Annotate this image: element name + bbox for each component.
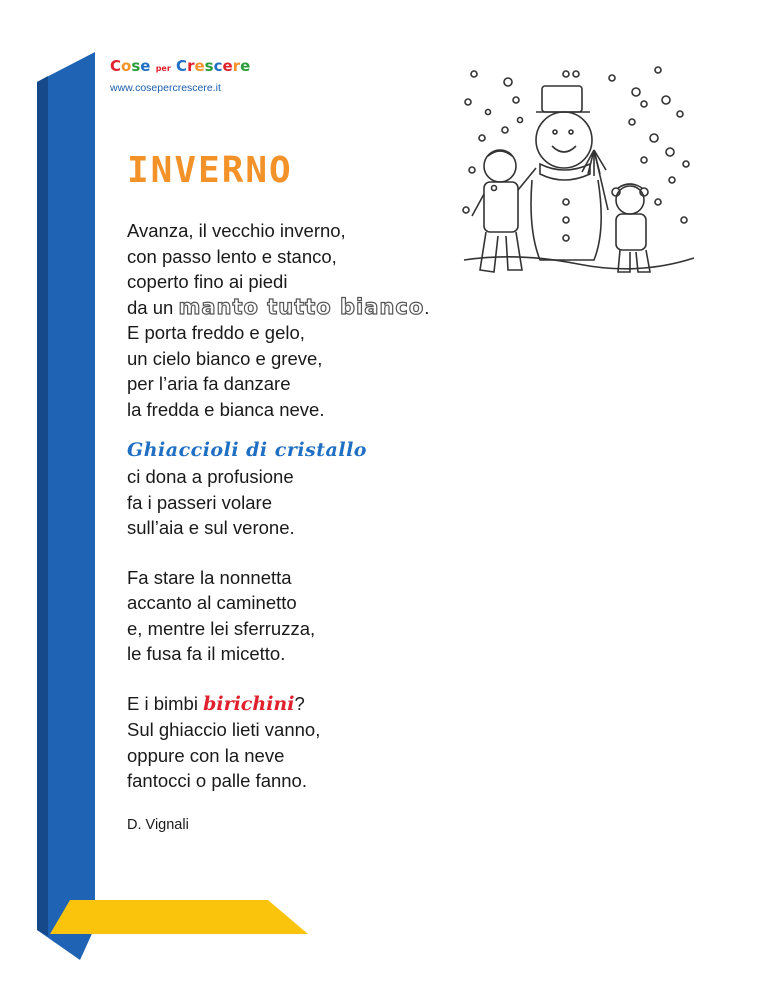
highlight-manto-tutto-bianco: manto tutto bianco: [178, 294, 425, 319]
logo-letter: e: [222, 57, 233, 75]
stanza-1: [127, 218, 647, 422]
stanza-gap: [127, 541, 647, 565]
poem-line: fantocci o palle fanno.: [127, 770, 307, 791]
line-prefix: da un: [127, 296, 179, 318]
logo-letter: e: [140, 57, 151, 75]
poem-line: per l’aria fa danzare: [127, 373, 291, 394]
poem-line: ci dona a profusione: [127, 466, 294, 487]
line-suffix: ?: [294, 692, 305, 714]
logo-letter: C: [176, 57, 188, 75]
poem-line: un cielo bianco e greve,: [127, 347, 323, 369]
logo-letter: r: [232, 57, 241, 75]
logo-letter: e: [194, 57, 205, 75]
poem-line: la fredda e bianca neve.: [127, 398, 325, 420]
logo-letter: e: [240, 57, 251, 75]
poem-line: [127, 691, 647, 718]
poem-line: e, mentre lei sferruzza,: [127, 617, 316, 639]
logo-letter: C: [110, 57, 122, 75]
line-prefix: E i bimbi: [127, 692, 204, 714]
poem-line: E porta freddo e gelo,: [127, 322, 305, 343]
poem-line: le fusa fa il micetto.: [127, 643, 286, 664]
stanza-gap: [127, 667, 647, 691]
logo-url[interactable]: www.cosepercrescere.it: [110, 82, 221, 94]
poem-title: INVERNO: [127, 150, 293, 191]
poem-line: oppure con la neve: [127, 744, 285, 766]
poem-line: fa i passeri volare: [127, 491, 272, 513]
logo-letter: p: [155, 64, 162, 73]
poem-line: sull’aia e sul verone.: [127, 517, 295, 538]
poem-line: coperto fino ai piedi: [127, 271, 288, 292]
line-suffix: .: [424, 296, 430, 318]
logo-letter: o: [121, 57, 132, 75]
highlight-birichini: birichini: [203, 692, 295, 715]
site-logo[interactable]: [110, 58, 260, 102]
poem-line: Avanza, il vecchio inverno,: [127, 220, 346, 241]
poem-line: Fa stare la nonnetta: [127, 566, 292, 588]
poem-line: Sul ghiaccio lieti vanno,: [127, 719, 321, 740]
poem-line: con passo lento e stanco,: [127, 245, 337, 267]
poem-author: D. Vignali: [127, 817, 189, 833]
logo-letter: e: [161, 64, 167, 73]
logo-letter: s: [204, 57, 214, 75]
logo-letter: r: [166, 64, 171, 73]
stanza-3: [127, 565, 647, 667]
logo-letter: c: [213, 57, 223, 75]
poem-body: [127, 218, 647, 794]
logo-letter: s: [131, 57, 141, 75]
poem-line: [127, 295, 647, 321]
logo-wordmark: [110, 58, 260, 77]
poem-line: accanto al caminetto: [127, 592, 297, 613]
stanza-4: [127, 691, 647, 794]
stanza-2: [127, 436, 647, 541]
stanza-heading-ghiaccioli: Ghiaccioli di cristallo: [127, 439, 367, 461]
logo-letter: r: [187, 57, 195, 75]
